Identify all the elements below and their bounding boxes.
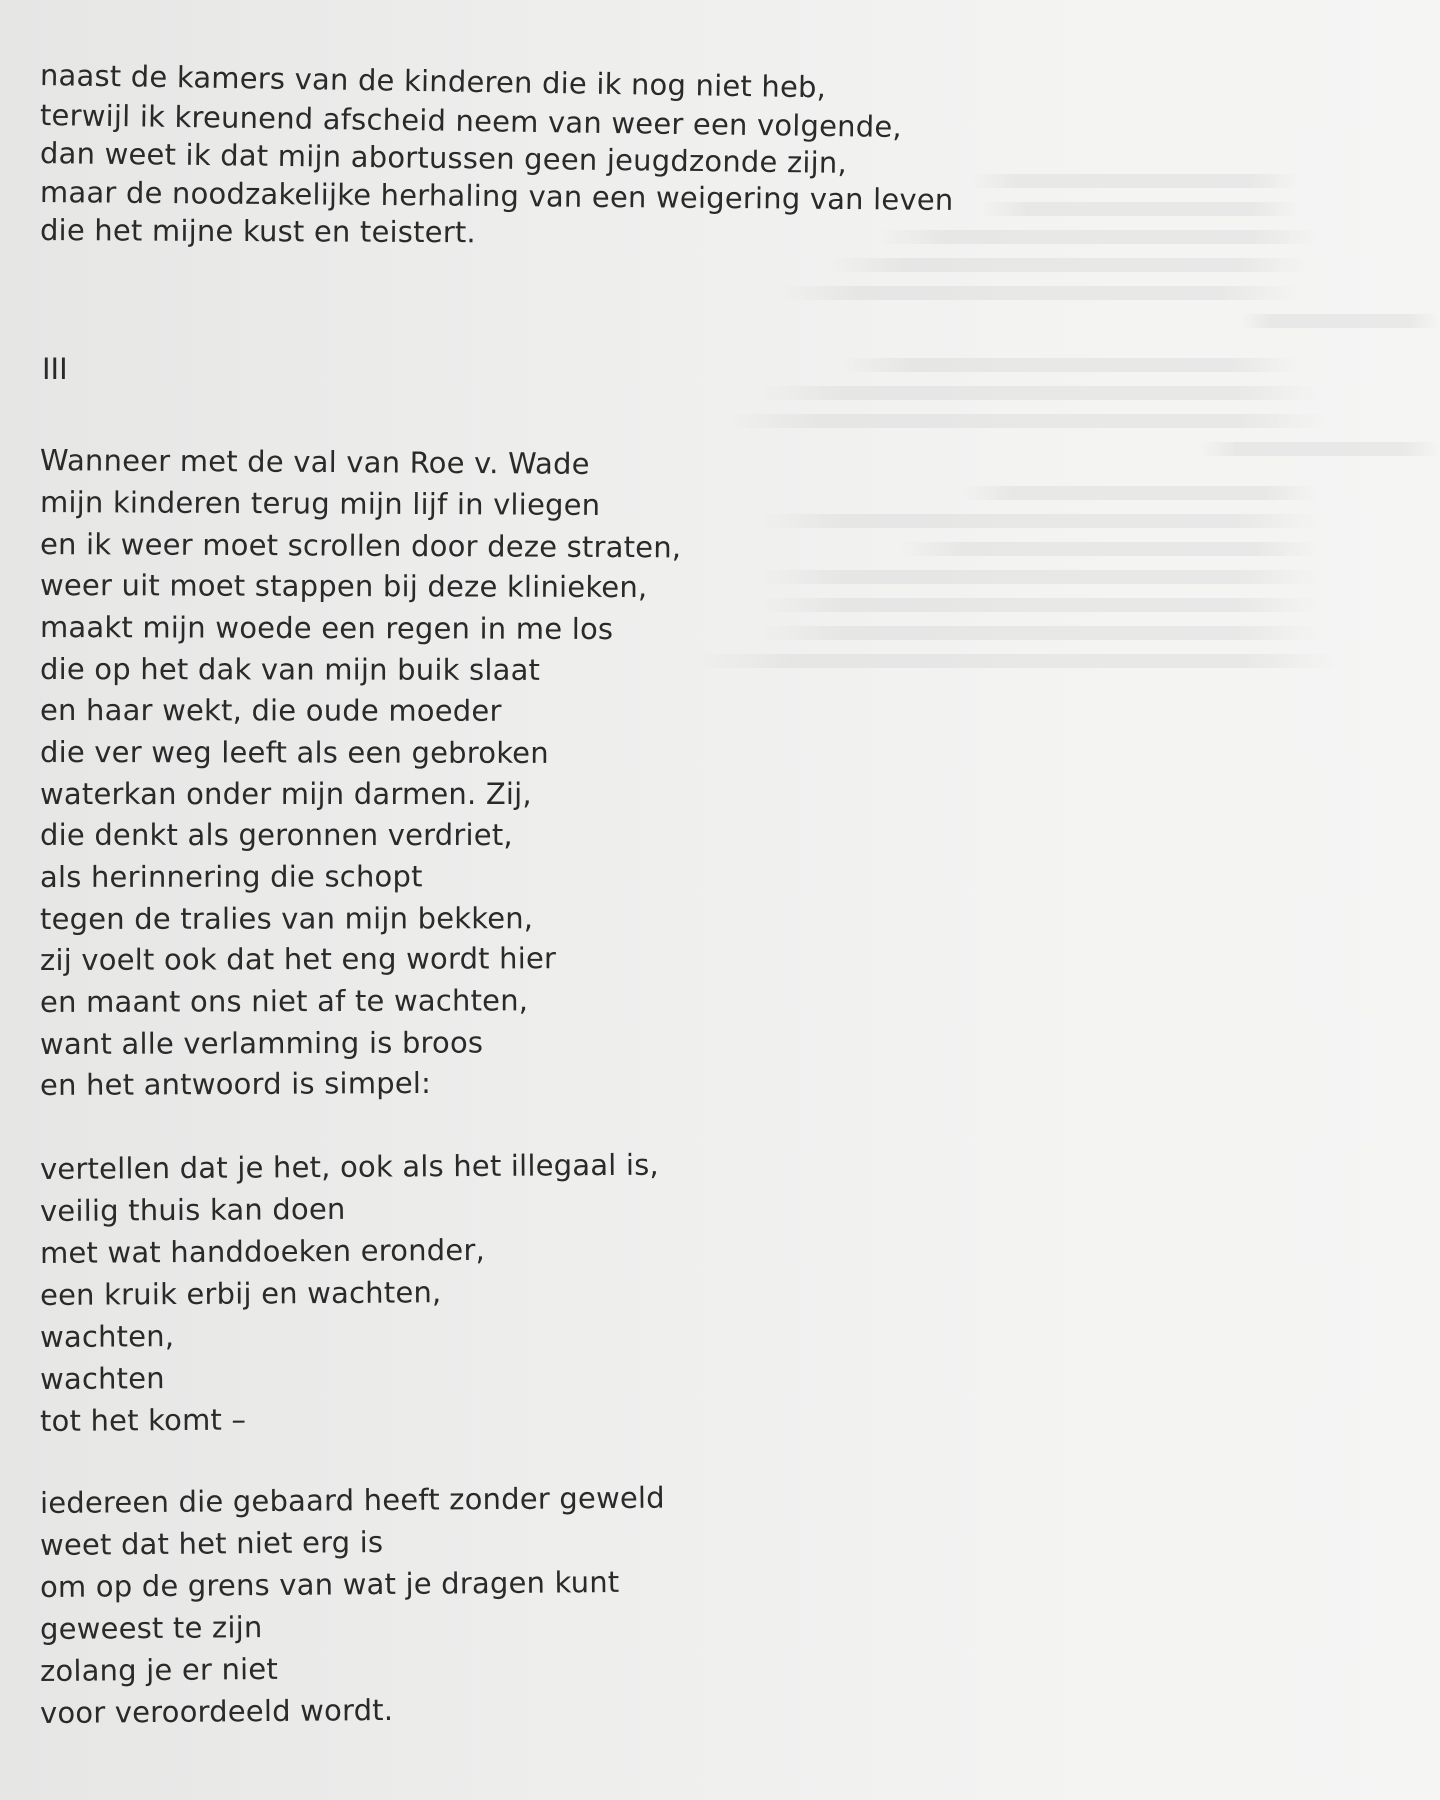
poem-line: tot het komt – <box>39 1402 247 1438</box>
poem-line: met wat handdoeken eronder, <box>39 1232 486 1270</box>
poem-line: voor veroordeeld wordt. <box>39 1692 394 1730</box>
poem-line: maar de noodzakelijke herhaling van een weigering van leven <box>39 175 954 217</box>
poem-line: dan weet ik dat mijn abortussen geen jeugdzonde zijn, <box>39 136 848 180</box>
poem-line: zolang je er niet <box>39 1651 279 1688</box>
poem-line: want alle verlamming is broos <box>39 1025 484 1061</box>
poem-line: en maant ons niet af te wachten, <box>39 983 529 1019</box>
poem-line: zij voelt ook dat het eng wordt hier <box>39 941 557 977</box>
poem-line: waterkan onder mijn darmen. Zij, <box>40 777 532 811</box>
poem-line: weet dat het niet erg is <box>39 1525 384 1562</box>
poem-line: mijn kinderen terug mijn lijf in vliegen <box>39 485 601 522</box>
poem-line: die ver weg leeft als een gebroken <box>39 735 549 770</box>
poem-line: een kruik erbij en wachten, <box>39 1275 442 1312</box>
poem-line: terwijl ik kreunend afscheid neem van weer een volgende, <box>39 98 903 145</box>
poem-line: vertellen dat je het, ook als het illegaal is, <box>39 1147 660 1186</box>
poem-line: veilig thuis kan doen <box>39 1191 346 1228</box>
poem-line: die denkt als geronnen verdriet, <box>40 818 513 852</box>
poem-line: weer uit moet stappen bij deze klinieken, <box>39 568 648 605</box>
poem-line: als herinnering die schopt <box>39 859 423 894</box>
poem-line: en ik weer moet scrollen door deze straten, <box>39 527 682 565</box>
poem-line: Wanneer met de val van Roe v. Wade <box>39 443 590 481</box>
poem-line: die het mijne kust en teistert. <box>39 213 476 250</box>
poem-line: maakt mijn woede een regen in me los <box>39 610 614 647</box>
poem-line: geweest te zijn <box>39 1610 263 1646</box>
section-number: III <box>42 352 68 386</box>
poem-line: en haar wekt, die oude moeder <box>39 693 502 728</box>
show-through-text <box>700 160 1440 682</box>
poem-line: wachten, <box>39 1319 175 1354</box>
poem-line: naast de kamers van de kinderen die ik nog niet heb, <box>39 58 827 105</box>
poem-line: en het antwoord is simpel: <box>39 1065 432 1102</box>
poem-line: die op het dak van mijn buik slaat <box>39 652 541 687</box>
poem-line: iedereen die gebaard heeft zonder geweld <box>39 1480 665 1520</box>
poem-line: om op de grens van wat je dragen kunt <box>39 1564 620 1604</box>
poem-line: wachten <box>39 1361 165 1396</box>
poem-line: tegen de tralies van mijn bekken, <box>39 901 534 936</box>
